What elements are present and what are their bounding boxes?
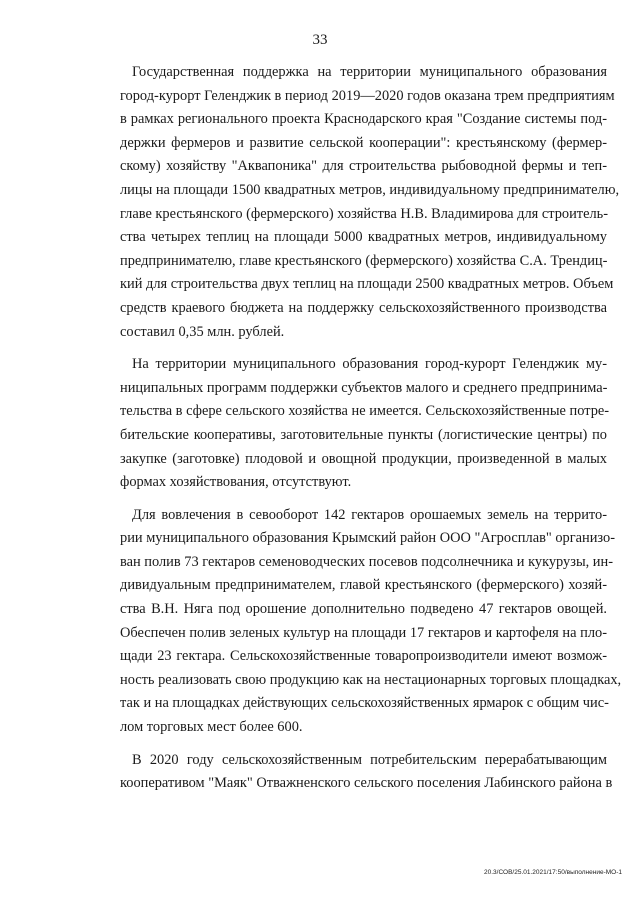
text-line: ниципальных программ поддержки субъектов малого и среднего предпринима- <box>120 379 608 396</box>
text-line: предпринимателю, главе крестьянского (фермерского) хозяйства С.А. Трендиц- <box>120 252 608 269</box>
text-line: щади 23 гектара. Сельскохозяйственные товаропроизводители имеют возмож- <box>120 648 607 665</box>
text-line: Государственная поддержка на территории муниципального образования <box>132 64 607 80</box>
text-line: Обеспечен полив зеленых культур на площади 17 гектаров и картофеля на пло- <box>120 624 607 641</box>
text-line: главе крестьянского (фермерского) хозяйства Н.В. Владимирова для строитель- <box>120 205 609 222</box>
text-line: ства В.Н. Няга под орошение дополнительно подведено 47 гектаров овощей. <box>120 601 607 618</box>
text-line: кий для строительства двух теплиц на площади 2500 квадратных метров. Объем <box>120 276 614 293</box>
text-line: ность реализовать свою продукцию как на нестационарных торговых площадках, <box>120 671 622 688</box>
text-line: так и на площадках действующих сельскохозяйственных ярмарок с общим чис- <box>120 695 609 712</box>
body-text <box>120 61 622 805</box>
text-line: средств краевого бюджета на поддержку сельскохозяйственного производства <box>120 299 607 316</box>
paragraph-irrigation <box>120 504 622 740</box>
text-line: город-курорт Геленджик в период 2019—2020 годов оказана трем предприятиям <box>120 87 615 104</box>
paragraph-cooperative-mayak <box>120 749 613 796</box>
paragraph-state-support <box>120 61 620 344</box>
text-line: В 2020 году сельскохозяйственным потребительским перерабатывающим <box>132 751 607 768</box>
text-line: рии муниципального образования Крымский район ООО "Агросплав" организо- <box>120 530 616 547</box>
text-line: держки фермеров и развитие сельской кооперации": крестьянскому (фермер- <box>120 134 607 151</box>
text-line: кооперативом "Маяк" Отважненского сельского поселения Лабинского района в <box>120 775 613 792</box>
text-line: лом торговых мест более 600. <box>120 719 303 736</box>
page-number: 33 <box>312 32 328 48</box>
text-line: скому) хозяйству "Аквапоника" для строительства рыбоводной фермы и теп- <box>120 158 607 175</box>
text-line: закупке (заготовке) плодовой и овощной продукции, произведенной в малых <box>120 450 607 467</box>
text-line: ван полив 73 гектаров семеноводческих посевов подсолнечника и кукурузы, ин- <box>120 553 613 570</box>
text-line: тельства в сфере сельского хозяйства не имеется. Сельскохозяйственные потре- <box>120 403 610 420</box>
text-line: ства четырех теплиц на площади 5000 квадратных метров, индивидуальному <box>120 229 607 246</box>
text-line: в рамках регионального проекта Краснодарского края "Создание системы под- <box>120 111 607 128</box>
text-line: лицы на площади 1500 квадратных метров, индивидуальному предпринимателю, <box>120 181 620 198</box>
text-line: составил 0,35 млн. рублей. <box>120 323 285 340</box>
text-line: бительские кооперативы, заготовительные пункты (логистические центры) по <box>120 426 607 443</box>
document-footer-code: 20.3/СОВ/25.01.2021/17:50/выполнение-МО-1 <box>484 869 622 876</box>
paragraph-municipal-programs <box>120 353 610 495</box>
text-line: На территории муниципального образования город-курорт Геленджик му- <box>132 356 607 373</box>
text-line: Для вовлечения в севооборот 142 гектаров орошаемых земель на террито- <box>132 506 607 523</box>
text-line: формах хозяйствования, отсутствуют. <box>120 474 352 491</box>
text-line: дивидуальным предпринимателем, главой крестьянского (фермерского) хозяй- <box>120 577 607 594</box>
